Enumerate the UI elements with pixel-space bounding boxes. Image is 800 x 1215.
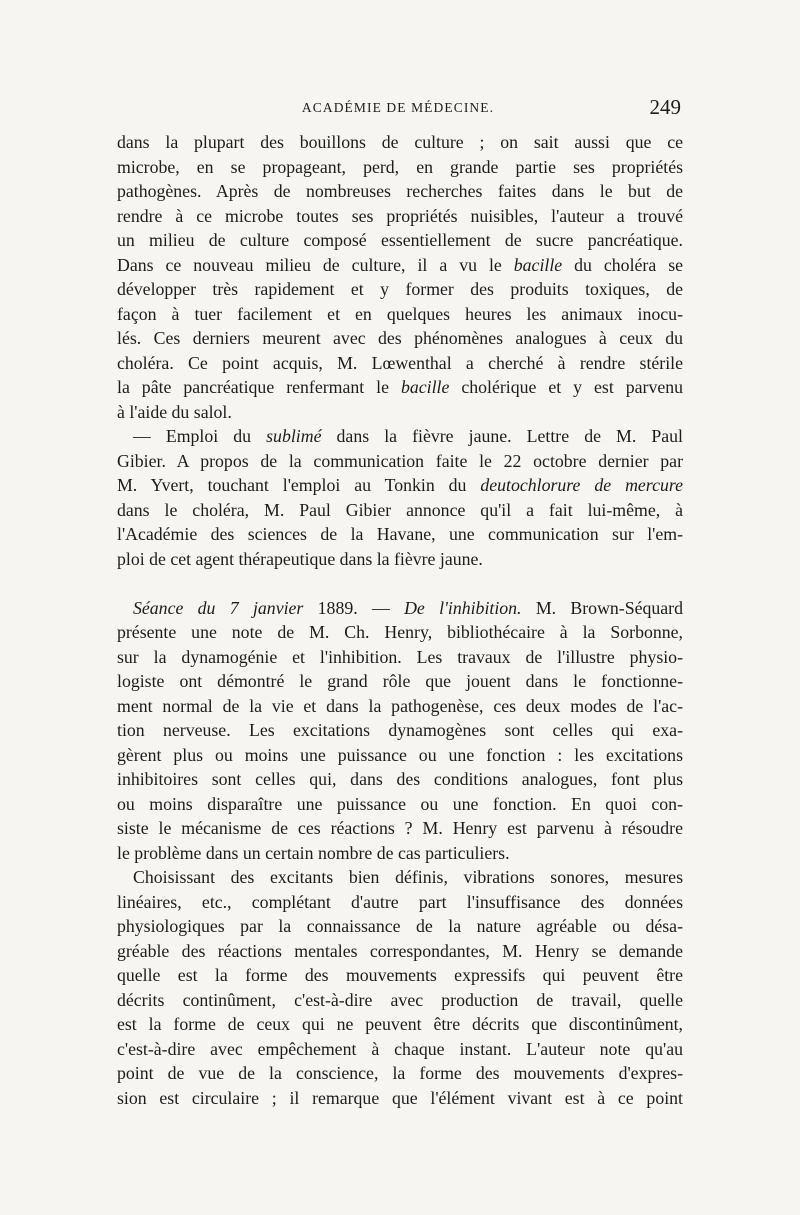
- text-line: sion est circulaire ; il remarque que l'élément vivant est à ce point: [117, 1087, 683, 1108]
- text-line: inhibitoires sont celles qui, dans des conditions analogues, font plus: [117, 769, 683, 789]
- text-line: pathogènes. Après de nombreuses recherches faites dans le but de: [117, 181, 683, 201]
- section-gap: [117, 571, 683, 596]
- text-line: façon à tuer facilement et en quelques heures les animaux inocu-: [117, 303, 683, 324]
- text-line: [117, 596, 683, 621]
- text-line: Gibier. A propos de la communication faite le 22 octobre dernier par: [117, 450, 683, 471]
- text-line: lés. Ces derniers meurent avec des phénomènes analogues à ceux du: [117, 328, 683, 348]
- text-line: ou moins disparaître une puissance ou une fonction. En quoi con-: [117, 793, 683, 814]
- text-segment: cholérique et y est parvenu: [449, 377, 684, 397]
- text-line: point de vue de la conscience, la forme des mouvements d'expres-: [117, 1063, 683, 1083]
- text-line: [117, 473, 683, 498]
- text-segment: la pâte pancréatique renfermant le: [117, 377, 401, 397]
- text-line: logiste ont démontré le grand rôle que jouent dans le fonctionne-: [117, 671, 683, 691]
- text-line: tion nerveuse. Les excitations dynamogènes sont celles qui exa-: [117, 720, 683, 740]
- page-body: [117, 130, 683, 1110]
- text-segment: M. Brown-Séquard: [521, 597, 683, 618]
- text-line: Choisissant des excitants bien définis, vibrations sonores, mesures: [133, 867, 683, 887]
- italic-text: deutochlorure de mercure: [480, 475, 684, 495]
- text-line: gèrent plus ou moins une puissance ou une fonction : les excitations: [117, 744, 683, 765]
- text-line: le problème dans un certain nombre de cas particuliers.: [117, 842, 510, 863]
- text-line: présente une note de M. Ch. Henry, bibliothécaire à la Sorbonne,: [117, 622, 683, 642]
- paragraph: [117, 865, 683, 1110]
- paragraph: [117, 596, 683, 866]
- text-line: ploi de cet agent thérapeutique dans la fièvre jaune.: [117, 548, 483, 569]
- text-line: rendre à ce microbe toutes ses propriétés nuisibles, l'auteur a trouvé: [117, 205, 683, 226]
- text-segment: 1889. —: [303, 597, 405, 618]
- text-line: ment normal de la vie et dans la pathogenèse, ces deux modes de l'ac-: [117, 695, 683, 716]
- text-line: microbe, en se propageant, perd, en grande partie ses propriétés: [117, 156, 683, 177]
- text-line: l'Académie des sciences de la Havane, une communication sur l'em-: [117, 524, 683, 544]
- running-title: ACADÉMIE DE MÉDECINE.: [301, 100, 495, 115]
- italic-text: bacille: [513, 254, 563, 275]
- text-line: c'est-à-dire avec empêchement à chaque instant. L'auteur note qu'au: [117, 1038, 683, 1059]
- italic-text: bacille: [400, 377, 450, 397]
- text-line: à l'aide du salol.: [117, 401, 232, 422]
- text-segment: dans la fièvre jaune. Lettre de M. Paul: [321, 426, 683, 446]
- text-line: quelle est la forme des mouvements expressifs qui peuvent être: [117, 965, 683, 985]
- text-line: physiologiques par la connaissance de la nature agréable ou désa-: [117, 916, 683, 936]
- text-line: dans le choléra, M. Paul Gibier annonce qu'il a fait lui-même, à: [117, 499, 683, 520]
- text-line: est la forme de ceux qui ne peuvent être décrits que discontinûment,: [117, 1014, 683, 1034]
- text-segment: du choléra se: [562, 254, 684, 275]
- text-line: un milieu de culture composé essentiellement de sucre pancréatique.: [117, 230, 683, 250]
- text-line: [117, 253, 683, 278]
- paragraph: [117, 424, 683, 571]
- page-number: 249: [649, 95, 681, 119]
- italic-text: Séance du 7 janvier: [133, 597, 304, 618]
- text-line: choléra. Ce point acquis, M. Lœwenthal a cherché à rendre stérile: [117, 352, 683, 373]
- text-segment: — Emploi du: [133, 426, 267, 446]
- italic-text: De l'inhibition.: [404, 597, 522, 618]
- text-line: développer très rapidement et y former des produits toxiques, de: [117, 279, 683, 299]
- text-line: gréable des réactions mentales correspondantes, M. Henry se demande: [117, 940, 683, 961]
- italic-text: sublimé: [266, 426, 322, 446]
- text-line: [117, 424, 683, 449]
- paragraph: [117, 130, 683, 424]
- page-header: [0, 0, 800, 130]
- text-line: [117, 375, 683, 400]
- text-segment: M. Yvert, touchant l'emploi au Tonkin du: [117, 475, 481, 495]
- text-segment: Dans ce nouveau milieu de culture, il a vu le: [117, 254, 514, 275]
- text-line: décrits continûment, c'est-à-dire avec production de travail, quelle: [117, 989, 683, 1010]
- text-line: linéaires, etc., complétant d'autre part l'insuffisance des données: [117, 891, 683, 912]
- text-line: sur la dynamogénie et l'inhibition. Les travaux de l'illustre physio-: [117, 646, 683, 667]
- text-line: siste le mécanisme de ces réactions ? M. Henry est parvenu à résoudre: [117, 818, 683, 838]
- text-line: dans la plupart des bouillons de culture ; on sait aussi que ce: [117, 132, 683, 152]
